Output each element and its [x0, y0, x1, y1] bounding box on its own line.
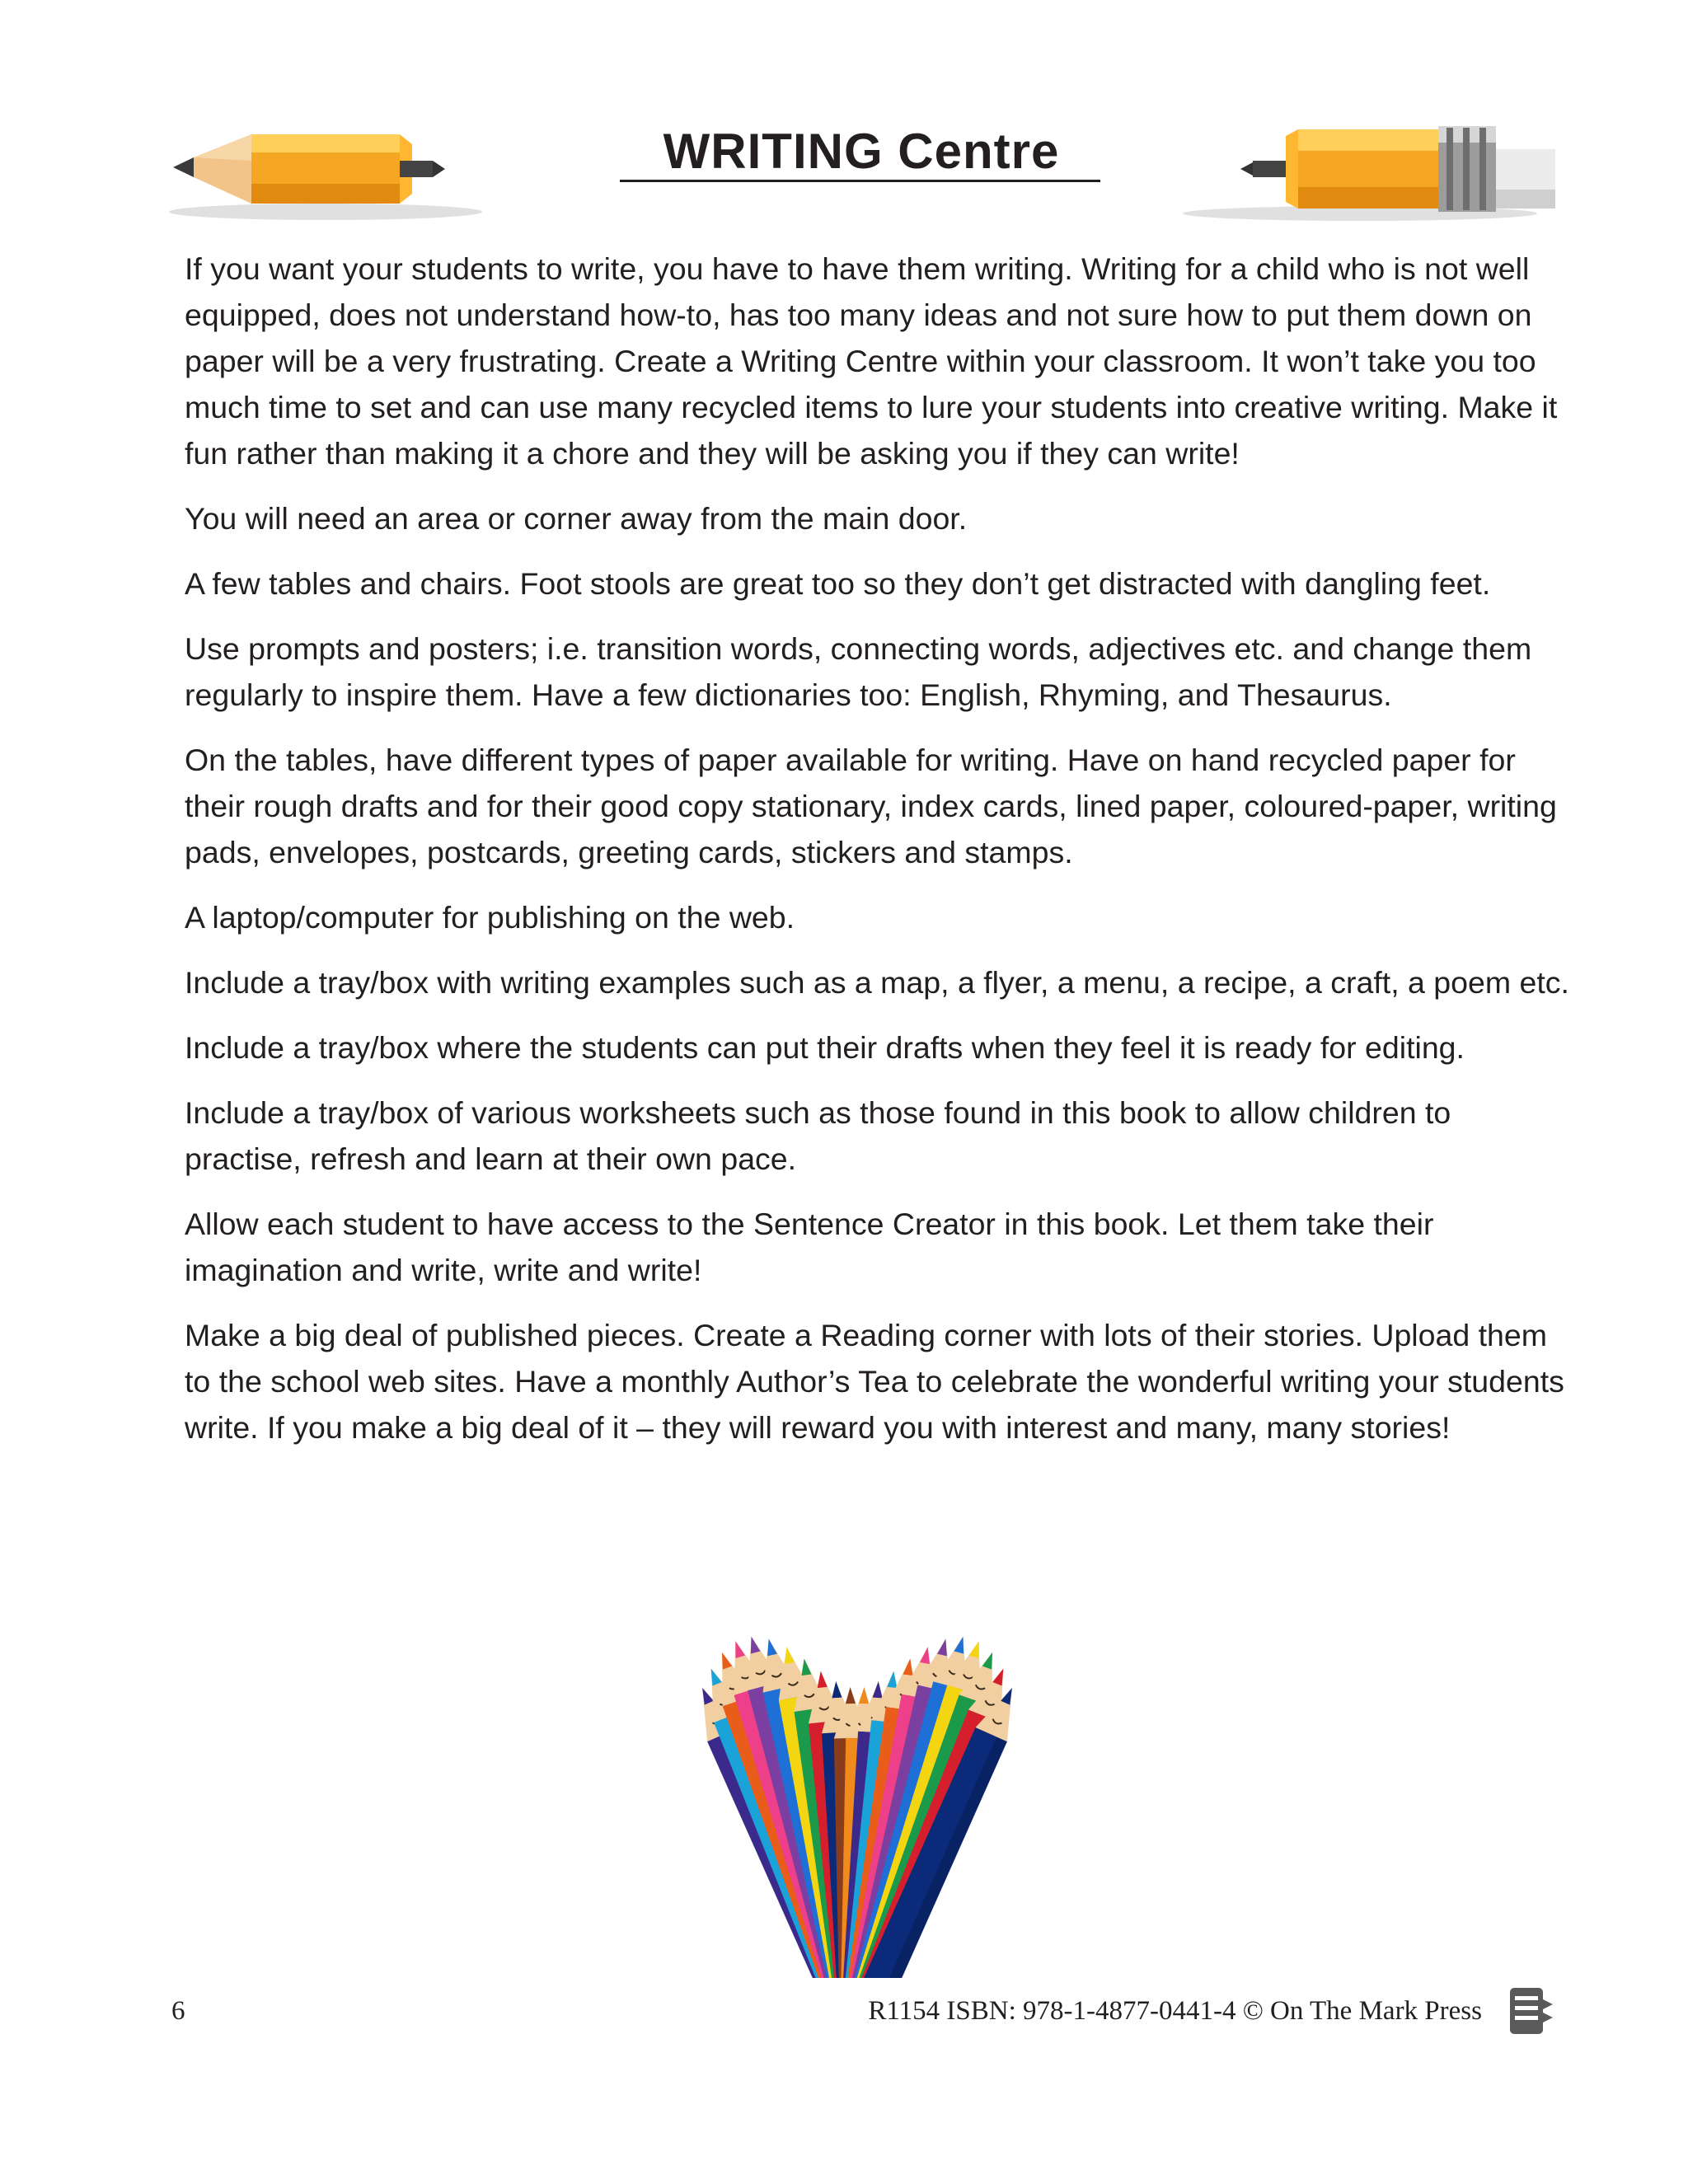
body-text: [185, 246, 1569, 1469]
paragraph-worksheets-tray: Include a tray/box of various worksheets such as those found in this book to allow children to practise, refresh and learn at their own pace.: [185, 1095, 1451, 1176]
paragraph-area: You will need an area or corner away from the main door.: [185, 501, 968, 536]
paragraph-paper: On the tables, have different types of paper available for writing. Have on hand recycled paper for their rough drafts and for their good copy stationary, index cards, lined paper, coloured-paper, writing pads, envelopes, postcards, greeting cards, stickers and stamps.: [185, 743, 1557, 869]
paragraph-examples-tray: Include a tray/box with writing examples such as a map, a flyer, a menu, a recipe, a craft, a poem etc.: [185, 965, 1569, 1000]
paragraph-prompts: Use prompts and posters; i.e. transition words, connecting words, adjectives etc. and change them regularly to inspire them. Have a few dictionaries too: English, Rhyming, and Thesaurus.: [185, 631, 1532, 712]
page-title: WRITING Centre: [663, 124, 1060, 179]
colored-pencils-bundle-icon: [462, 1525, 1253, 1978]
paragraph-laptop: A laptop/computer for publishing on the web.: [185, 900, 795, 935]
footer-credit: R1154 ISBN: 978-1-4877-0441-4 © On The Mark Press: [868, 1996, 1482, 2026]
page-number: 6: [171, 1996, 185, 2026]
on-the-mark-press-logo-icon: [1507, 1985, 1556, 2037]
pencil-icon: [161, 111, 490, 227]
pencil-with-eraser-icon: [1179, 111, 1558, 227]
paragraph-intro: If you want your students to write, you have to have them writing. Writing for a child who is not well equipped, does not understand how-to, has too many ideas and not sure how to put them down on paper will be a very frustrating. Create a Writing Centre within your classroom. It won’t take you too much time to set and can use many recycled items to lure your students into creative writing. Make it fun rather than making it a chore and they will be asking you if they can write!: [185, 251, 1558, 471]
paragraph-drafts-tray: Include a tray/box where the students can put their drafts when they feel it is ready for editing.: [185, 1030, 1465, 1065]
paragraph-publishing: Make a big deal of published pieces. Create a Reading corner with lots of their stories. Upload them to the school web sites. Have a monthly Author’s Tea to celebrate the wonderful writing your students write. If you make a big deal of it – they will reward you with interest and many, many stories!: [185, 1318, 1564, 1445]
paragraph-sentence-creator: Allow each student to have access to the Sentence Creator in this book. Let them take their imagination and write, write and write!: [185, 1207, 1434, 1287]
paragraph-furniture: A few tables and chairs. Foot stools are great too so they don’t get distracted with dangling feet.: [185, 566, 1491, 601]
title-underline: [620, 180, 1100, 182]
